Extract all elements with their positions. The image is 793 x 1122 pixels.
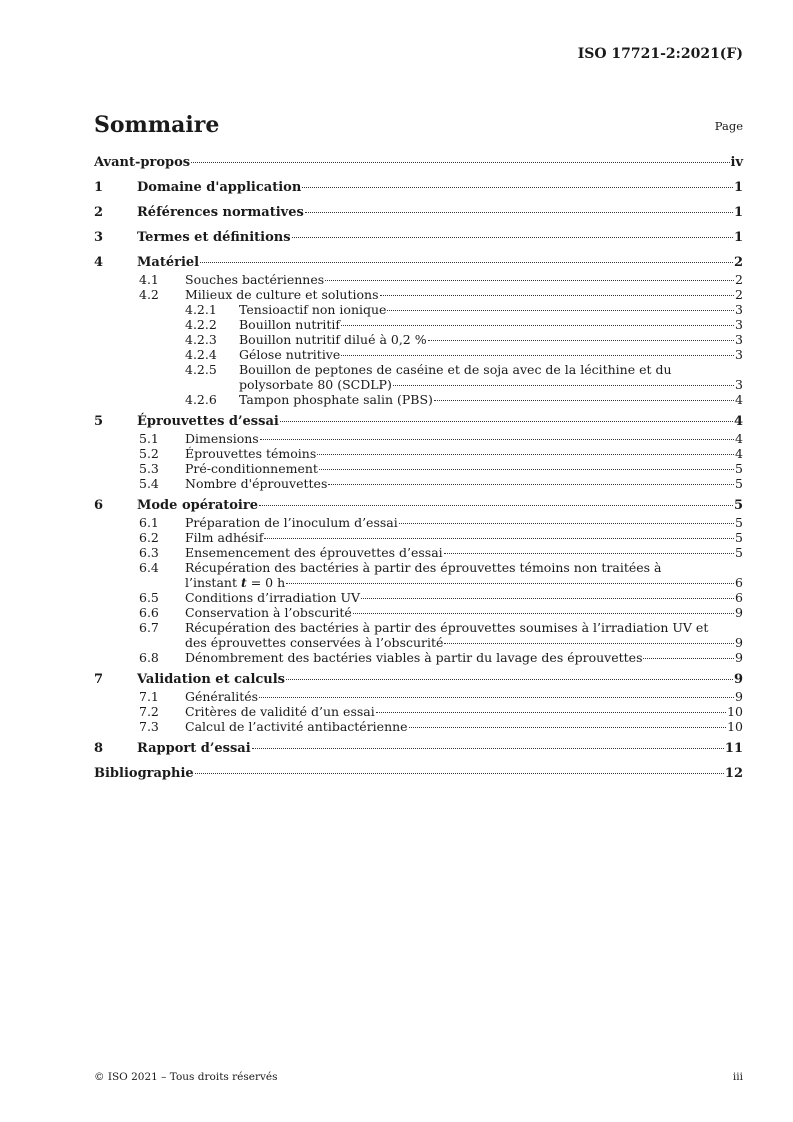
toc-entry-page: 1: [733, 205, 743, 220]
dot-leader: [376, 712, 726, 713]
toc-entry-number: 6.5: [139, 590, 159, 605]
dot-leader: [259, 697, 734, 698]
toc-entry-page: 5: [735, 476, 743, 491]
toc-entry-title-continued: [185, 575, 285, 590]
toc-entry-title: Validation et calculs: [137, 672, 286, 687]
toc-entry-title: Nombre d'éprouvettes: [185, 476, 328, 491]
dot-leader: [341, 355, 734, 356]
toc-entry-page: 3: [735, 332, 743, 347]
toc-entry-number: 4.2.2: [185, 317, 217, 332]
toc-entry-title: Rapport d’essai: [137, 741, 251, 756]
toc-entry-4-1[interactable]: [94, 272, 743, 287]
title-text: l’instant: [185, 575, 241, 590]
dot-leader: [317, 454, 734, 455]
dot-leader: [302, 187, 733, 188]
toc-entry-number: 3: [94, 230, 104, 245]
dot-leader: [444, 643, 734, 644]
toc-entry-number: 6.8: [139, 650, 159, 665]
toc-entry-number: 4.2.3: [185, 332, 217, 347]
dot-leader: [341, 325, 734, 326]
toc-entry-title: Gélose nutritive: [239, 347, 341, 362]
toc-entry-number: 2: [94, 205, 104, 220]
toc-entry-title: Calcul de l’activité antibactérienne: [185, 719, 408, 734]
toc-entry-page: 9: [735, 689, 743, 704]
toc-entry-title: Bouillon nutritif: [239, 317, 341, 332]
dot-leader: [428, 340, 734, 341]
toc-entry-number: 5.1: [139, 431, 159, 446]
toc-entry-page: 5: [735, 530, 743, 545]
toc-entry-number: 4.2: [139, 287, 159, 302]
dot-leader: [286, 679, 733, 680]
toc-entry-number: 5.4: [139, 476, 159, 491]
toc-entry-number: 6.4: [139, 560, 159, 575]
toc-entry-page: 9: [735, 650, 743, 665]
toc-entry-number: 7.1: [139, 689, 159, 704]
dot-leader: [286, 583, 734, 584]
toc-entry-5-4[interactable]: [94, 476, 743, 491]
toc-entry-6-3[interactable]: [94, 545, 743, 560]
toc-entry-3[interactable]: [94, 230, 743, 248]
toc-page-label: Page: [714, 119, 743, 133]
toc-entry-4-2[interactable]: [94, 287, 743, 302]
dot-leader: [305, 212, 733, 213]
toc-entry-number: 8: [94, 741, 104, 756]
toc-entry-page: 9: [735, 635, 743, 650]
footer-copyright: © ISO 2021 – Tous droits réservés: [94, 1071, 278, 1083]
toc-entry-6-2[interactable]: [94, 530, 743, 545]
dot-leader: [393, 385, 734, 386]
toc-entry-title: Souches bactériennes: [185, 272, 325, 287]
toc-entry-page: 11: [724, 741, 743, 756]
toc-entry-title: Références normatives: [137, 205, 304, 220]
toc-entry-number: 4.2.5: [185, 362, 217, 377]
toc-entry-title: Dénombrement des bactéries viables à partir du lavage des éprouvettes: [185, 650, 643, 665]
toc-entry-page: 2: [735, 287, 743, 302]
dot-leader: [643, 658, 734, 659]
toc-entry-title: Critères de validité d’un essai: [185, 704, 375, 719]
toc-entry-title-continued: polysorbate 80 (SCDLP): [239, 377, 392, 392]
toc-entry-title: Éprouvettes témoins: [185, 446, 317, 461]
toc-entry-title: Film adhésif: [185, 530, 264, 545]
dot-leader: [260, 439, 734, 440]
toc-entry-title: Tampon phosphate salin (PBS): [239, 392, 433, 407]
dot-leader: [191, 162, 729, 163]
toc-entry-title: Généralités: [185, 689, 259, 704]
toc-entry-7-2[interactable]: [94, 704, 743, 719]
toc-entry-number: 6.1: [139, 515, 159, 530]
dot-leader: [387, 310, 734, 311]
toc-entry-page: 5: [735, 461, 743, 476]
toc-entry-6-8[interactable]: [94, 650, 743, 665]
title-text: = 0 h: [246, 575, 286, 590]
toc-entry-5[interactable]: [94, 414, 743, 431]
toc-entry-page: 6: [735, 590, 743, 605]
toc-entry-4-2-1[interactable]: [94, 302, 743, 317]
header-reference: ISO 17721-2:2021(F): [577, 46, 743, 62]
toc-entry-page: 12: [724, 766, 743, 781]
toc-entry-number: 6.2: [139, 530, 159, 545]
dot-leader: [264, 538, 734, 539]
toc-entry-8[interactable]: [94, 741, 743, 759]
italic-variable: t: [240, 575, 247, 590]
toc-entry-title: Conservation à l’obscurité: [185, 605, 352, 620]
toc-entry-title: Matériel: [137, 255, 200, 270]
toc-entry-1[interactable]: [94, 180, 743, 198]
toc-entry-number: 4.2.4: [185, 347, 217, 362]
toc-entry-7-1[interactable]: [94, 689, 743, 704]
toc-entry-title: Ensemencement des éprouvettes d’essai: [185, 545, 443, 560]
toc-entry-page: 6: [735, 575, 743, 590]
dot-leader: [292, 237, 733, 238]
toc-entry-number: 7.2: [139, 704, 159, 719]
dot-leader: [325, 280, 734, 281]
toc-title: Sommaire: [94, 112, 220, 138]
dot-leader: [328, 484, 734, 485]
toc-entry-title: Dimensions: [185, 431, 259, 446]
dot-leader: [434, 400, 734, 401]
toc-entry-number: 4: [94, 255, 104, 270]
toc-entry-number: 5: [94, 414, 104, 429]
toc-entry-number: 7.3: [139, 719, 159, 734]
dot-leader: [200, 262, 733, 263]
toc-entry-number: 1: [94, 180, 104, 195]
toc-entry-page: 9: [735, 605, 743, 620]
toc-entry-title: Tensioactif non ionique: [239, 302, 387, 317]
toc-entry-number: 4.1: [139, 272, 159, 287]
toc-entry-title: Termes et définitions: [137, 230, 291, 245]
dot-leader: [380, 295, 735, 296]
toc-entry-number: 4.2.6: [185, 392, 217, 407]
toc-entry-6-7[interactable]: [94, 620, 743, 650]
toc-entry-page: 5: [733, 498, 743, 513]
toc-entry-5-1[interactable]: [94, 431, 743, 446]
toc-entry-page: 4: [733, 414, 743, 429]
table-of-contents: [94, 155, 743, 791]
toc-entry-title-continued: des éprouvettes conservées à l’obscurité: [185, 635, 444, 650]
toc-entry-4-2-6[interactable]: [94, 392, 743, 407]
toc-entry-6-4[interactable]: [94, 560, 743, 590]
toc-entry-4-2-5[interactable]: [94, 362, 743, 392]
toc-entry-6-5[interactable]: [94, 590, 743, 605]
toc-entry-page: 4: [735, 392, 743, 407]
toc-entry-page: 10: [727, 704, 743, 719]
toc-entry-number: 5.3: [139, 461, 159, 476]
toc-entry-page: 3: [735, 377, 743, 392]
toc-entry-title: Préparation de l’inoculum d’essai: [185, 515, 398, 530]
footer-page-number: iii: [732, 1071, 743, 1083]
toc-entry-title: Bouillon nutritif dilué à 0,2 %: [239, 332, 427, 347]
toc-entry-page: 1: [733, 230, 743, 245]
toc-entry-page: 1: [733, 180, 743, 195]
toc-entry-4-2-3[interactable]: [94, 332, 743, 347]
toc-entry-page: 3: [735, 302, 743, 317]
toc-entry-6-1[interactable]: [94, 515, 743, 530]
toc-entry-7-3[interactable]: [94, 719, 743, 734]
toc-entry-page: 4: [735, 431, 743, 446]
dot-leader: [409, 727, 727, 728]
toc-entry-title: Domaine d'application: [137, 180, 302, 195]
toc-entry-2[interactable]: [94, 205, 743, 223]
dot-leader: [195, 773, 724, 774]
toc-entry-foreword[interactable]: [94, 155, 743, 173]
dot-leader: [259, 505, 733, 506]
toc-entry-title: Pré-conditionnement: [185, 461, 318, 476]
toc-entry-title: Milieux de culture et solutions: [185, 287, 379, 302]
toc-entry-5-2[interactable]: [94, 446, 743, 461]
toc-entry-page: 5: [735, 545, 743, 560]
dot-leader: [280, 421, 733, 422]
toc-entry-4-2-2[interactable]: [94, 317, 743, 332]
dot-leader: [444, 553, 734, 554]
toc-entry-number: 6.6: [139, 605, 159, 620]
dot-leader: [399, 523, 734, 524]
toc-entry-7[interactable]: [94, 672, 743, 689]
toc-entry-number: 4.2.1: [185, 302, 217, 317]
toc-entry-5-3[interactable]: [94, 461, 743, 476]
toc-entry-4[interactable]: [94, 255, 743, 272]
toc-entry-6-6[interactable]: [94, 605, 743, 620]
toc-entry-number: 6: [94, 498, 104, 513]
dot-leader: [319, 469, 734, 470]
toc-entry-page: 9: [733, 672, 743, 687]
toc-entry-6[interactable]: [94, 498, 743, 515]
toc-entry-page: 3: [735, 317, 743, 332]
toc-entry-number: 6.7: [139, 620, 159, 635]
dot-leader: [361, 598, 734, 599]
toc-entry-page: 5: [735, 515, 743, 530]
toc-entry-page: 10: [727, 719, 743, 734]
toc-entry-number: 5.2: [139, 446, 159, 461]
toc-entry-title: Avant-propos: [94, 155, 191, 170]
toc-entry-page: 3: [735, 347, 743, 362]
toc-entry-title: Bouillon de peptones de caséine et de soja avec de la lécithine et du: [239, 362, 672, 377]
toc-entry-page: 2: [735, 272, 743, 287]
toc-entry-title: Conditions d’irradiation UV: [185, 590, 361, 605]
dot-leader: [353, 613, 734, 614]
toc-entry-bibliography[interactable]: [94, 766, 743, 784]
toc-entry-4-2-4[interactable]: [94, 347, 743, 362]
toc-entry-title: Récupération des bactéries à partir des éprouvettes soumises à l’irradiation UV et: [185, 620, 709, 635]
toc-entry-title: Éprouvettes d’essai: [137, 414, 279, 429]
toc-entry-title: Bibliographie: [94, 766, 194, 781]
toc-entry-title: Récupération des bactéries à partir des éprouvettes témoins non traitées à: [185, 560, 662, 575]
dot-leader: [252, 748, 724, 749]
toc-entry-number: 6.3: [139, 545, 159, 560]
toc-entry-page: 2: [733, 255, 743, 270]
toc-entry-page: iv: [730, 155, 743, 170]
toc-entry-number: 7: [94, 672, 104, 687]
toc-entry-page: 4: [735, 446, 743, 461]
toc-entry-title: Mode opératoire: [137, 498, 258, 513]
